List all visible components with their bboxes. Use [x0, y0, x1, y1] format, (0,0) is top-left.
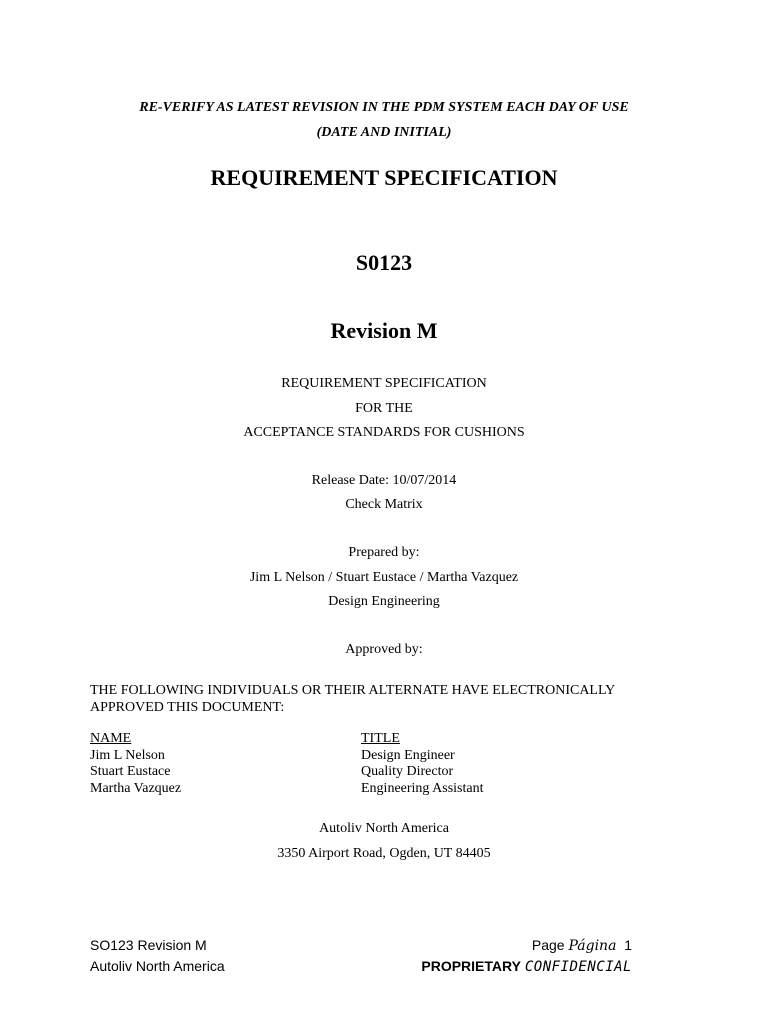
- title-header: TITLE: [361, 731, 400, 746]
- proprietary-label: PROPRIETARY: [421, 958, 521, 974]
- reverify-notice: RE-VERIFY AS LATEST REVISION IN THE PDM SYSTEM EACH DAY OF USE: [139, 100, 629, 115]
- check-matrix: Check Matrix: [345, 497, 423, 512]
- footer-doc-ref: SO123 Revision M: [90, 937, 207, 953]
- approver-title: Engineering Assistant: [361, 780, 484, 796]
- subtitle-line-3: ACCEPTANCE STANDARDS FOR CUSHIONS: [243, 425, 525, 440]
- approver-name: Stuart Eustace: [90, 764, 171, 779]
- approval-statement: [90, 682, 615, 716]
- release-date: Release Date: 10/07/2014: [311, 473, 457, 488]
- name-header: NAME: [90, 731, 132, 746]
- page-label-alt: Página: [568, 938, 617, 954]
- page-label: Page: [531, 937, 565, 953]
- document-title: REQUIREMENT SPECIFICATION: [210, 165, 558, 190]
- footer-proprietary: [421, 958, 632, 975]
- prepared-by-names: Jim L Nelson / Stuart Eustace / Martha Vazquez: [249, 570, 519, 585]
- approver-title-column: [361, 731, 484, 797]
- footer-page: [532, 937, 632, 954]
- subtitle-line-1: REQUIREMENT SPECIFICATION: [281, 376, 487, 391]
- approval-statement-line-2: APPROVED THIS DOCUMENT:: [90, 700, 285, 715]
- prepared-by-label: Prepared by:: [348, 545, 420, 560]
- approver-title: Quality Director: [361, 764, 454, 779]
- document-revision: Revision M: [330, 318, 438, 343]
- page-number: 1: [624, 937, 632, 953]
- subtitle-line-2: FOR THE: [355, 401, 413, 416]
- company-name: Autoliv North America: [319, 821, 449, 836]
- document-number: S0123: [355, 250, 413, 275]
- footer-company: Autoliv North America: [90, 958, 225, 974]
- confidential-label: CONFIDENCIAL: [524, 959, 632, 975]
- approval-statement-line-1: THE FOLLOWING INDIVIDUALS OR THEIR ALTERNATE HAVE ELECTRONICALLY: [90, 683, 616, 698]
- approver-name: Jim L Nelson: [90, 747, 165, 763]
- reverify-notice-date: (DATE AND INITIAL): [316, 125, 452, 140]
- approver-name-column: [90, 731, 181, 797]
- approved-by-label: Approved by:: [345, 642, 423, 657]
- prepared-by-department: Design Engineering: [328, 594, 440, 609]
- company-address: 3350 Airport Road, Ogden, UT 84405: [277, 846, 491, 861]
- approver-title: Design Engineer: [361, 747, 455, 763]
- approver-name: Martha Vazquez: [90, 780, 182, 796]
